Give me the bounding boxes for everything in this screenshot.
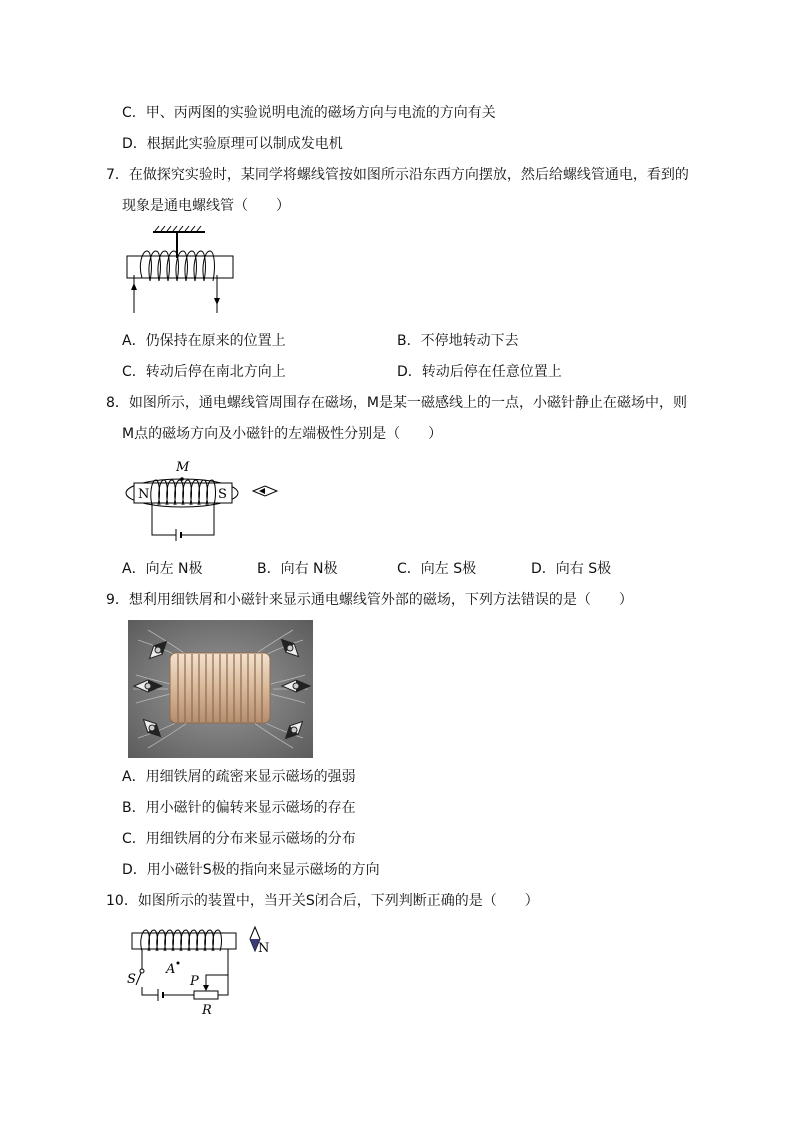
q9-option-c: C．用细铁屑的分布来显示磁场的分布 (122, 831, 356, 847)
q7-option-d: D．转动后停在任意位置上 (397, 364, 562, 380)
q9-option-b: B．用小磁针的偏转来显示磁场的存在 (122, 800, 356, 816)
q10-circuit-figure (124, 925, 284, 1020)
q8-option-b: B．向右 N极 (257, 561, 338, 577)
q7-stem-line2: 现象是通电螺线管（ ） (122, 198, 290, 214)
q10-label-p: P (190, 974, 199, 989)
q8-solenoid-figure (124, 455, 294, 550)
q10-label-r: R (202, 1003, 212, 1018)
q10-label-s: S (127, 972, 136, 987)
q7-option-b: B．不停地转动下去 (397, 333, 519, 349)
q7-stem-line1: 7．在做探究实验时，某同学将螺线管按如图所示沿东西方向摆放，然后给螺线管通电，看到的 (106, 167, 689, 183)
q8-option-a: A．向左 N极 (122, 561, 203, 577)
q8-option-c: C．向左 S极 (397, 561, 477, 577)
q8-stem-line2: M点的磁场方向及小磁针的左端极性分别是（ ） (122, 426, 443, 442)
q6-option-c: C．甲、丙两图的实验说明电流的磁场方向与电流的方向有关 (122, 105, 496, 121)
q7-option-a: A．仍保持在原来的位置上 (122, 333, 286, 349)
q9-option-a: A．用细铁屑的疏密来显示磁场的强弱 (122, 769, 356, 785)
q8-label-s: S (218, 487, 227, 502)
q9-stem-line1: 9．想利用细铁屑和小磁针来显示通电螺线管外部的磁场，下列方法错误的是（ ） (106, 592, 633, 608)
q8-label-n: N (138, 487, 150, 502)
q8-label-m: M (176, 460, 190, 475)
q7-option-c: C．转动后停在南北方向上 (122, 364, 286, 380)
q10-label-n: N (258, 941, 270, 956)
q10-label-a: A (166, 962, 176, 977)
q9-iron-filings-photo (128, 620, 313, 758)
q7-solenoid-figure (120, 225, 250, 320)
q10-stem-line1: 10．如图所示的装置中，当开关S闭合后，下列判断正确的是（ ） (106, 893, 539, 909)
q8-stem-line1: 8．如图所示，通电螺线管周围存在磁场，M是某一磁感线上的一点，小磁针静止在磁场中，则 (106, 395, 687, 411)
q8-option-d: D．向右 S极 (531, 561, 612, 577)
q6-option-d: D．根据此实验原理可以制成发电机 (122, 136, 343, 152)
q9-option-d: D．用小磁针S极的指向来显示磁场的方向 (122, 862, 380, 878)
